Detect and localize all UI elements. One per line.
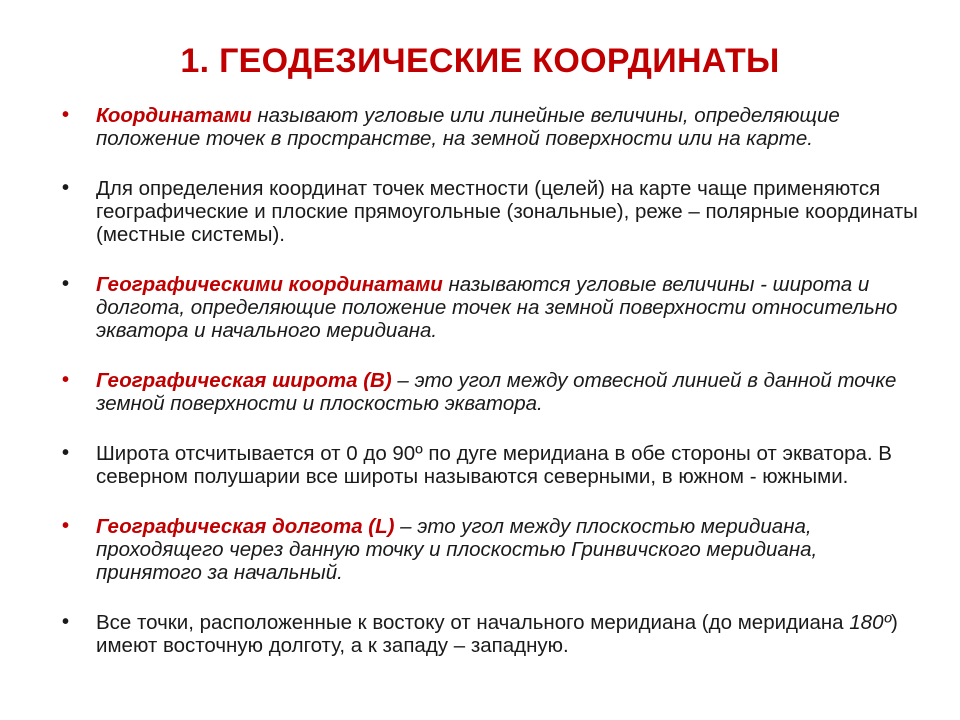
term: Географическая долгота (L)	[96, 515, 395, 538]
item-text-start: Все точки, расположенные к востоку от начального меридиана (до меридиана	[96, 611, 850, 634]
bullet-list	[62, 104, 922, 657]
item-text-end: ) имеют восточную долготу, а к западу – западную.	[96, 611, 898, 657]
bullet-icon: •	[62, 515, 70, 537]
bullet-icon: •	[62, 273, 70, 295]
list-item	[62, 442, 922, 488]
bullet-icon: •	[62, 442, 70, 464]
bullet-icon: •	[62, 177, 70, 199]
item-text: Для определения координат точек местности (целей) на карте чаще применяются географические и плоские прямоугольные (зональные), реже – полярные координаты (местные системы).	[96, 177, 918, 246]
definition: – это угол между плоскостью меридиана, проходящего через данную точку и плоскостью Гринвичского меридиана, принятого за начальный.	[96, 515, 818, 584]
definition: – это угол между отвесной линией в данной точке земной поверхности и плоскостью экватора.	[96, 369, 897, 415]
term: Географическая широта (В)	[96, 369, 392, 392]
slide-title: 1. ГЕОДЕЗИЧЕСКИЕ КООРДИНАТЫ	[180, 42, 780, 80]
term: Географическими координатами	[96, 273, 443, 296]
bullet-icon: •	[62, 104, 70, 126]
bullet-icon: •	[62, 369, 70, 391]
list-item	[62, 515, 922, 584]
item-text-italic: 180º	[849, 611, 891, 634]
item-text: Широта отсчитывается от 0 до 90º по дуге меридиана в обе стороны от экватора. В северном полушарии все широты называются северными, в южном - южными.	[96, 442, 892, 488]
list-item	[62, 369, 922, 415]
list-item	[62, 104, 922, 150]
term: Координатами	[96, 104, 252, 127]
definition: называют угловые или линейные величины, определяющие положение точек в пространстве, на земной поверхности или на карте.	[96, 104, 840, 150]
bullet-icon: •	[62, 611, 70, 633]
definition: называются угловые величины - широта и долгота, определяющие положение точек на земной поверхности относительно экватора и начального меридиана.	[96, 273, 898, 342]
list-item	[62, 177, 922, 246]
list-item	[62, 611, 922, 657]
list-item	[62, 273, 922, 342]
